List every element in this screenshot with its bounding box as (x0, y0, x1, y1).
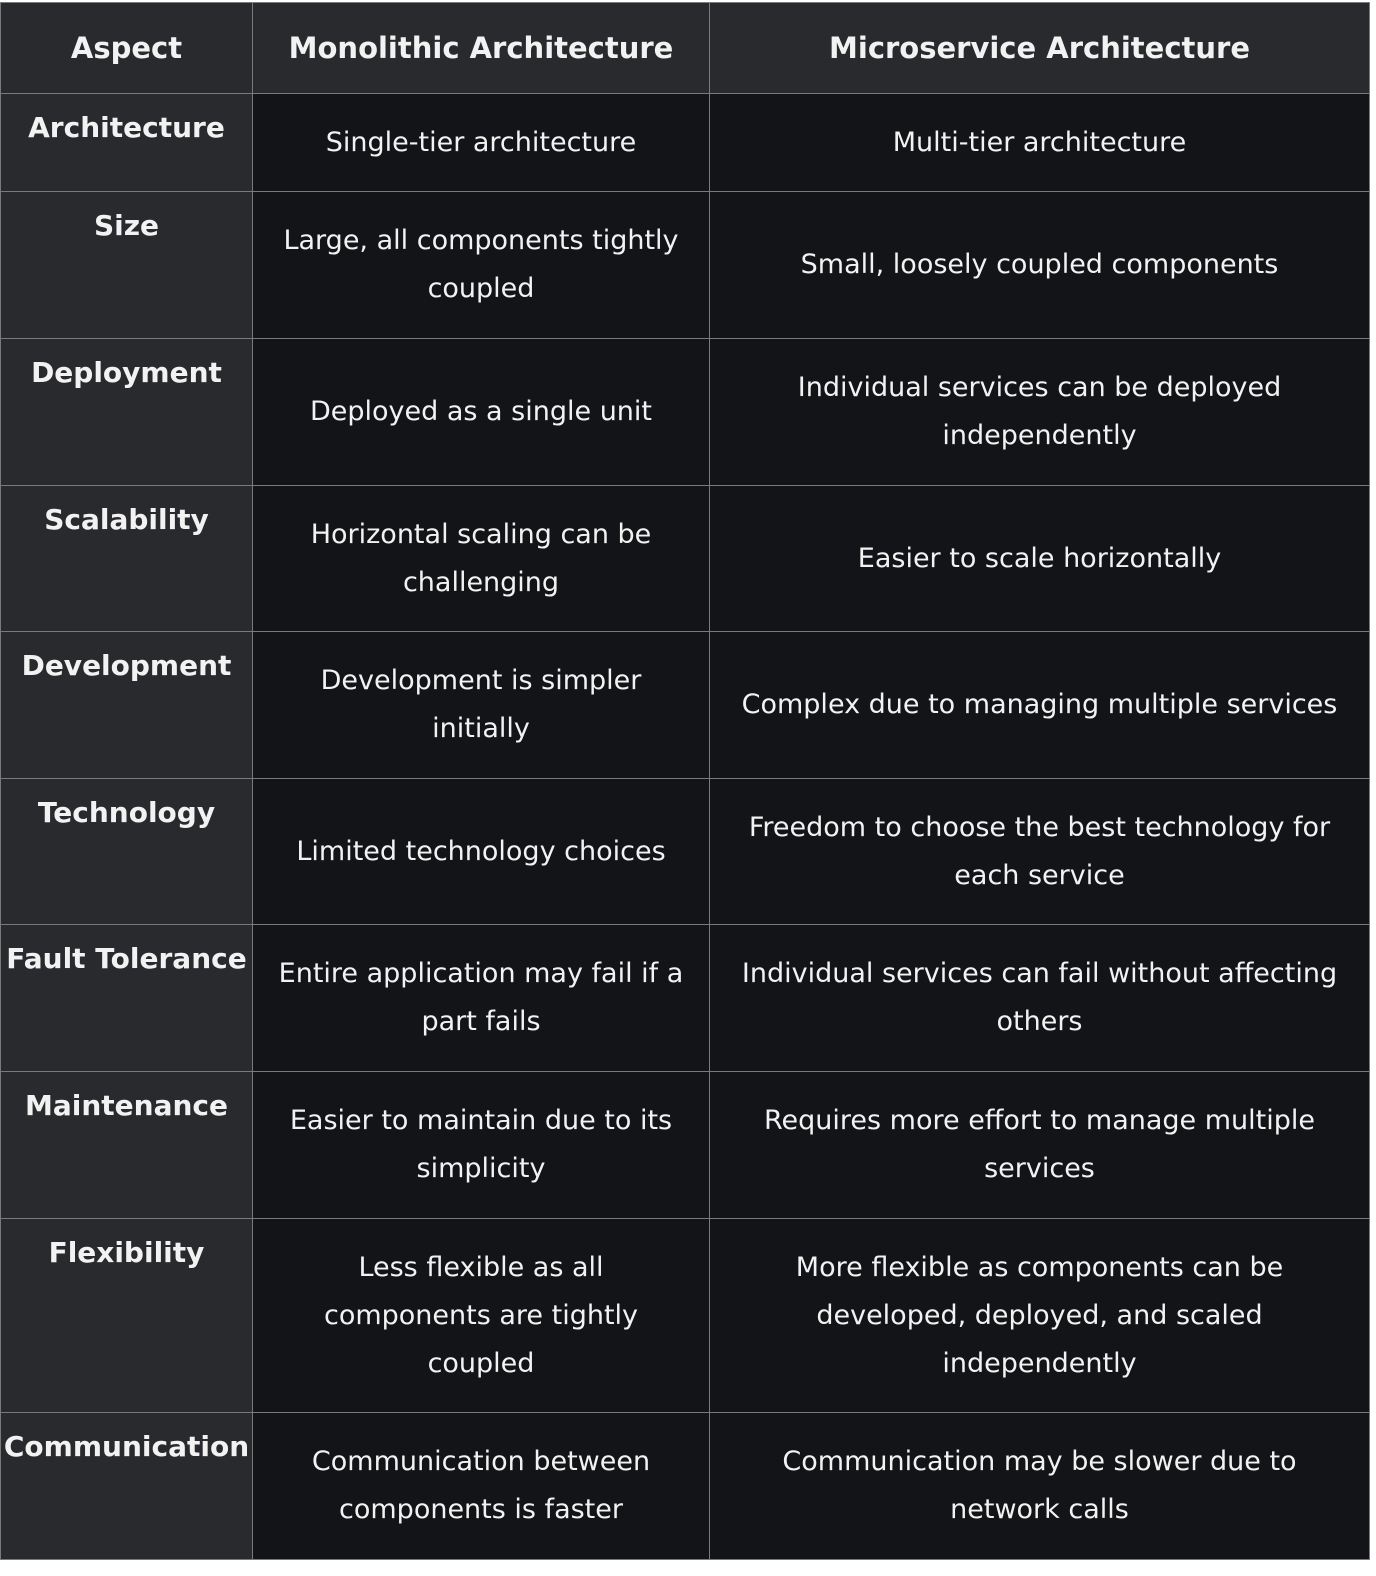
aspect-cell: Flexibility (1, 1219, 253, 1413)
table-row (1, 925, 1370, 1072)
monolithic-cell: Development is simpler initially (253, 632, 710, 779)
table-row (1, 1072, 1370, 1219)
monolithic-cell: Entire application may fail if a part fails (253, 925, 710, 1072)
aspect-cell: Architecture (1, 94, 253, 192)
table-row (1, 779, 1370, 925)
aspect-cell: Fault Tolerance (1, 925, 253, 1072)
microservice-cell: Individual services can fail without affecting others (710, 925, 1370, 1072)
comparison-table (0, 2, 1370, 1560)
aspect-cell: Scalability (1, 486, 253, 632)
aspect-cell: Communication (1, 1413, 253, 1560)
aspect-cell: Development (1, 632, 253, 779)
monolithic-cell: Horizontal scaling can be challenging (253, 486, 710, 632)
microservice-cell: Individual services can be deployed independently (710, 339, 1370, 486)
header-aspect: Aspect (1, 3, 253, 94)
table-row (1, 192, 1370, 339)
table-row (1, 94, 1370, 192)
microservice-cell: Requires more effort to manage multiple services (710, 1072, 1370, 1219)
microservice-cell: Freedom to choose the best technology for each service (710, 779, 1370, 925)
microservice-cell: Complex due to managing multiple services (710, 632, 1370, 779)
aspect-cell: Deployment (1, 339, 253, 486)
microservice-cell: Multi-tier architecture (710, 94, 1370, 192)
monolithic-cell: Large, all components tightly coupled (253, 192, 710, 339)
aspect-cell: Technology (1, 779, 253, 925)
monolithic-cell: Limited technology choices (253, 779, 710, 925)
header-row (1, 3, 1370, 94)
table-row (1, 632, 1370, 779)
aspect-cell: Maintenance (1, 1072, 253, 1219)
table-row (1, 339, 1370, 486)
microservice-cell: Communication may be slower due to network calls (710, 1413, 1370, 1560)
table-row (1, 486, 1370, 632)
header-monolithic: Monolithic Architecture (253, 3, 710, 94)
microservice-cell: More flexible as components can be developed, deployed, and scaled independently (710, 1219, 1370, 1413)
monolithic-cell: Single-tier architecture (253, 94, 710, 192)
monolithic-cell: Less flexible as all components are tightly coupled (253, 1219, 710, 1413)
monolithic-cell: Deployed as a single unit (253, 339, 710, 486)
monolithic-cell: Easier to maintain due to its simplicity (253, 1072, 710, 1219)
microservice-cell: Easier to scale horizontally (710, 486, 1370, 632)
monolithic-cell: Communication between components is faster (253, 1413, 710, 1560)
header-microservice: Microservice Architecture (710, 3, 1370, 94)
table-row (1, 1413, 1370, 1560)
table-row (1, 1219, 1370, 1413)
microservice-cell: Small, loosely coupled components (710, 192, 1370, 339)
aspect-cell: Size (1, 192, 253, 339)
